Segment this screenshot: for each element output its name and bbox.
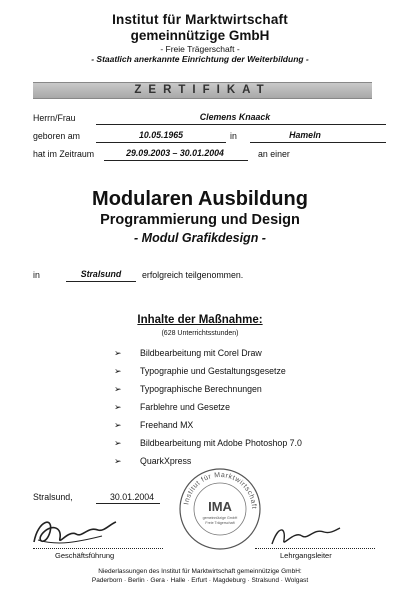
birth-date-underline <box>96 142 226 143</box>
seal-ring-text: Institut für Marktwirtschaft <box>183 471 258 510</box>
list-item: Farblehre und Gesetze <box>140 402 230 412</box>
period-suffix: an einer <box>258 149 290 159</box>
course-subtitle: Programmierung und Design <box>100 212 300 228</box>
certificate-banner <box>33 82 372 99</box>
name-underline <box>96 124 386 125</box>
birth-in-label: in <box>230 131 237 141</box>
list-item: Freehand MX <box>140 420 194 430</box>
signature-right-line <box>255 548 375 549</box>
signature-date: 30.01.2004 <box>110 492 155 502</box>
signature-right-label: Lehrgangsleiter <box>280 551 332 560</box>
list-item: Typographische Berechnungen <box>140 384 262 394</box>
bullet-arrow-icon: ➢ <box>114 384 122 394</box>
bullet-arrow-icon: ➢ <box>114 456 122 466</box>
branches-heading: Niederlassungen des Institut für Marktwirtschaft gemeinnützige GmbH: <box>98 568 302 575</box>
contents-hours: (628 Unterrichtsstunden) <box>161 330 239 337</box>
institute-accreditation: - Staatlich anerkannte Einrichtung der Weiterbildung - <box>91 54 309 64</box>
location-in-label: in <box>33 270 40 280</box>
bullet-arrow-icon: ➢ <box>114 438 122 448</box>
bullet-arrow-icon: ➢ <box>114 420 122 430</box>
institute-status: - Freie Trägerschaft - <box>160 44 240 54</box>
birth-label: geboren am <box>33 131 80 141</box>
institute-name-line1: Institut für Marktwirtschaft <box>112 12 288 27</box>
location-result: erfolgreich teilgenommen. <box>142 270 244 280</box>
seal-logo: IMA <box>208 499 232 514</box>
seal-inner-line2: Freie Trägerschaft <box>205 521 235 525</box>
bullet-arrow-icon: ➢ <box>114 366 122 376</box>
institute-name-line2: gemeinnützige GmbH <box>130 28 270 43</box>
certificate-label: ZERTIFIKAT <box>134 84 271 96</box>
location-place: Stralsund <box>80 269 122 279</box>
institute-seal-icon <box>178 467 262 551</box>
salutation-label: Herrn/Frau <box>33 113 76 123</box>
birth-place-underline <box>250 142 386 143</box>
period-underline <box>104 160 248 161</box>
signature-place: Stralsund, <box>33 492 73 502</box>
branches-list: Paderborn · Berlin · Gera · Halle · Erfurt · Magdeburg · Stralsund · Wolgast <box>91 577 309 584</box>
date-underline <box>96 503 160 504</box>
list-item: QuarkXpress <box>140 456 192 466</box>
course-title: Modularen Ausbildung <box>92 188 308 210</box>
seal-inner-line1: gemeinnützige GmbH <box>202 516 238 520</box>
contents-title: Inhalte der Maßnahme: <box>137 314 263 326</box>
location-underline <box>66 281 136 282</box>
period-label: hat im Zeitraum <box>33 149 95 159</box>
course-module: - Modul Grafikdesign - <box>134 231 266 245</box>
bullet-arrow-icon: ➢ <box>114 348 122 358</box>
signature-left-icon <box>28 512 118 552</box>
period-value: 29.09.2003 – 30.01.2004 <box>126 148 224 158</box>
person-name: Clemens Knaack <box>199 112 271 122</box>
list-item: Bildbearbeitung mit Adobe Photoshop 7.0 <box>140 438 302 448</box>
birth-place: Hameln <box>289 130 321 140</box>
signature-right-icon <box>268 520 343 550</box>
signature-left-line <box>33 548 163 549</box>
bullet-arrow-icon: ➢ <box>114 402 122 412</box>
birth-date: 10.05.1965 <box>138 130 184 140</box>
signature-left-label: Geschäftsführung <box>55 551 115 560</box>
list-item: Typographie und Gestaltungsgesetze <box>140 366 286 376</box>
list-item: Bildbearbeitung mit Corel Draw <box>140 348 262 358</box>
